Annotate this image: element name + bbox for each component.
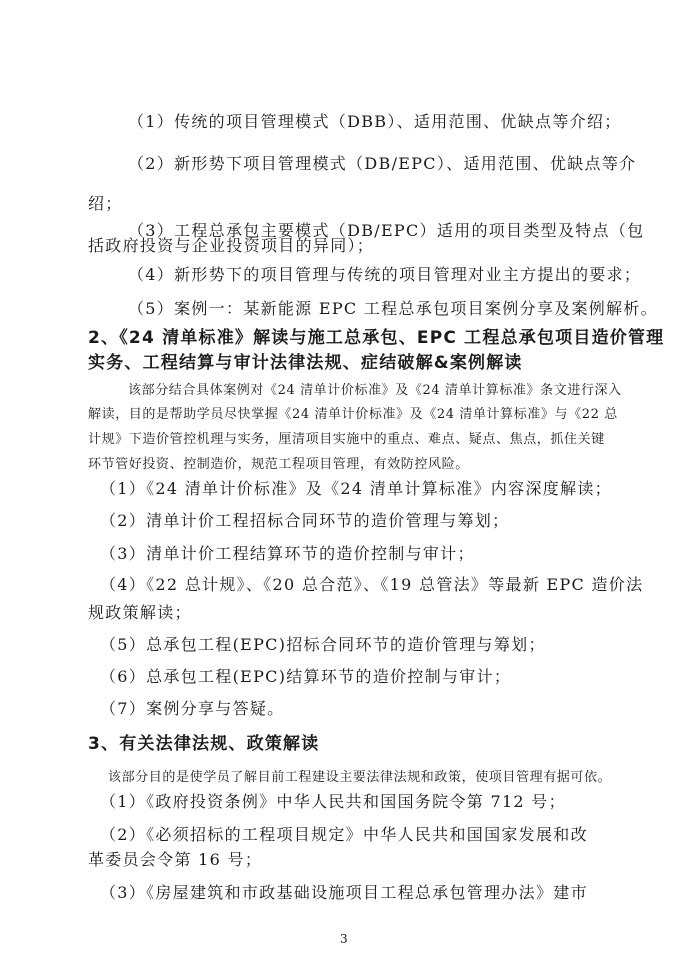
s2-intro-line-3: 计规》下造价管控机理与实务，厘清项目实施中的重点、难点、疑点、焦点，抓住关键 (88, 432, 605, 447)
s2-intro-line-2: 解读，目的是帮助学员尽快掌握《24 清单计价标准》及《24 清单计算标准》与《22 总 (88, 407, 618, 422)
s2-heading-line-1: 2、《24 清单标准》解读与施工总承包、EPC 工程总承包项目造价管理 (88, 328, 665, 348)
s1-item-5: （5）案例一：某新能源 EPC 工程总承包项目案例分享及案例解析。 (128, 299, 658, 318)
s2-item-3: （3）清单计价工程结算环节的造价控制与审计； (100, 544, 475, 563)
s3-item-3-line-1: （3）《房屋建筑和市政基础设施项目工程总承包管理办法》建市 (100, 883, 588, 902)
s2-item-2: （2）清单计价工程招标合同环节的造价管理与筹划； (100, 511, 510, 530)
s2-item-6: （6）总承包工程(EPC)结算环节的造价控制与审计； (100, 667, 512, 686)
s1-item-4: （4）新形势下的项目管理与传统的项目管理对业主方提出的要求； (128, 265, 642, 284)
s3-item-2-line-2: 革委员会令第 16 号； (88, 850, 263, 869)
s2-item-1: （1）《24 清单计价标准》及《24 清单计算标准》内容深度解读； (100, 479, 612, 498)
s2-item-7: （7）案例分享与答疑。 (100, 699, 285, 718)
s1-item-1: （1）传统的项目管理模式（DBB）、适用范围、优缺点等介绍； (128, 112, 622, 131)
s1-item-3-line-2: 括政府投资与企业投资项目的异同）； (88, 236, 375, 255)
s1-item-3-line-1: （3）工程总承包主要模式（DB/EPC）适用的项目类型及特点（包 (128, 221, 645, 240)
s2-item-4-line-1: （4）《22 总计规》、《20 总合范》、《19 总管法》等最新 EPC 造价法 (100, 575, 644, 594)
page-number: 3 (340, 932, 348, 946)
s3-item-2-line-1: （2）《必须招标的工程项目规定》中华人民共和国国家发展和改 (100, 825, 588, 844)
s1-item-2-line-2: 绍； (88, 194, 123, 213)
s3-heading: 3、有关法律法规、政策解读 (88, 734, 320, 754)
s2-item-5: （5）总承包工程(EPC)招标合同环节的造价管理与筹划； (100, 635, 546, 654)
s2-intro-line-4: 环节管好投资、控制造价，规范工程项目管理，有效防控风险。 (88, 457, 469, 472)
s2-heading-line-2: 实务、工程结算与审计法律法规、症结破解&案例解读 (88, 353, 523, 373)
s3-item-1: （1）《政府投资条例》中华人民共和国国务院令第 712 号； (100, 792, 566, 811)
s2-item-4-line-2: 规政策解读； (88, 603, 192, 622)
s2-intro-line-1: 该部分结合具体案例对《24 清单计价标准》及《24 清单计算标准》条文进行深入 (128, 383, 622, 398)
s3-intro: 该部分目的是使学员了解目前工程建设主要法律法规和政策，使项目管理有据可依。 (108, 770, 612, 785)
s1-item-2-line-1: （2）新形势下项目管理模式（DB/EPC）、适用范围、优缺点等介 (128, 154, 637, 173)
